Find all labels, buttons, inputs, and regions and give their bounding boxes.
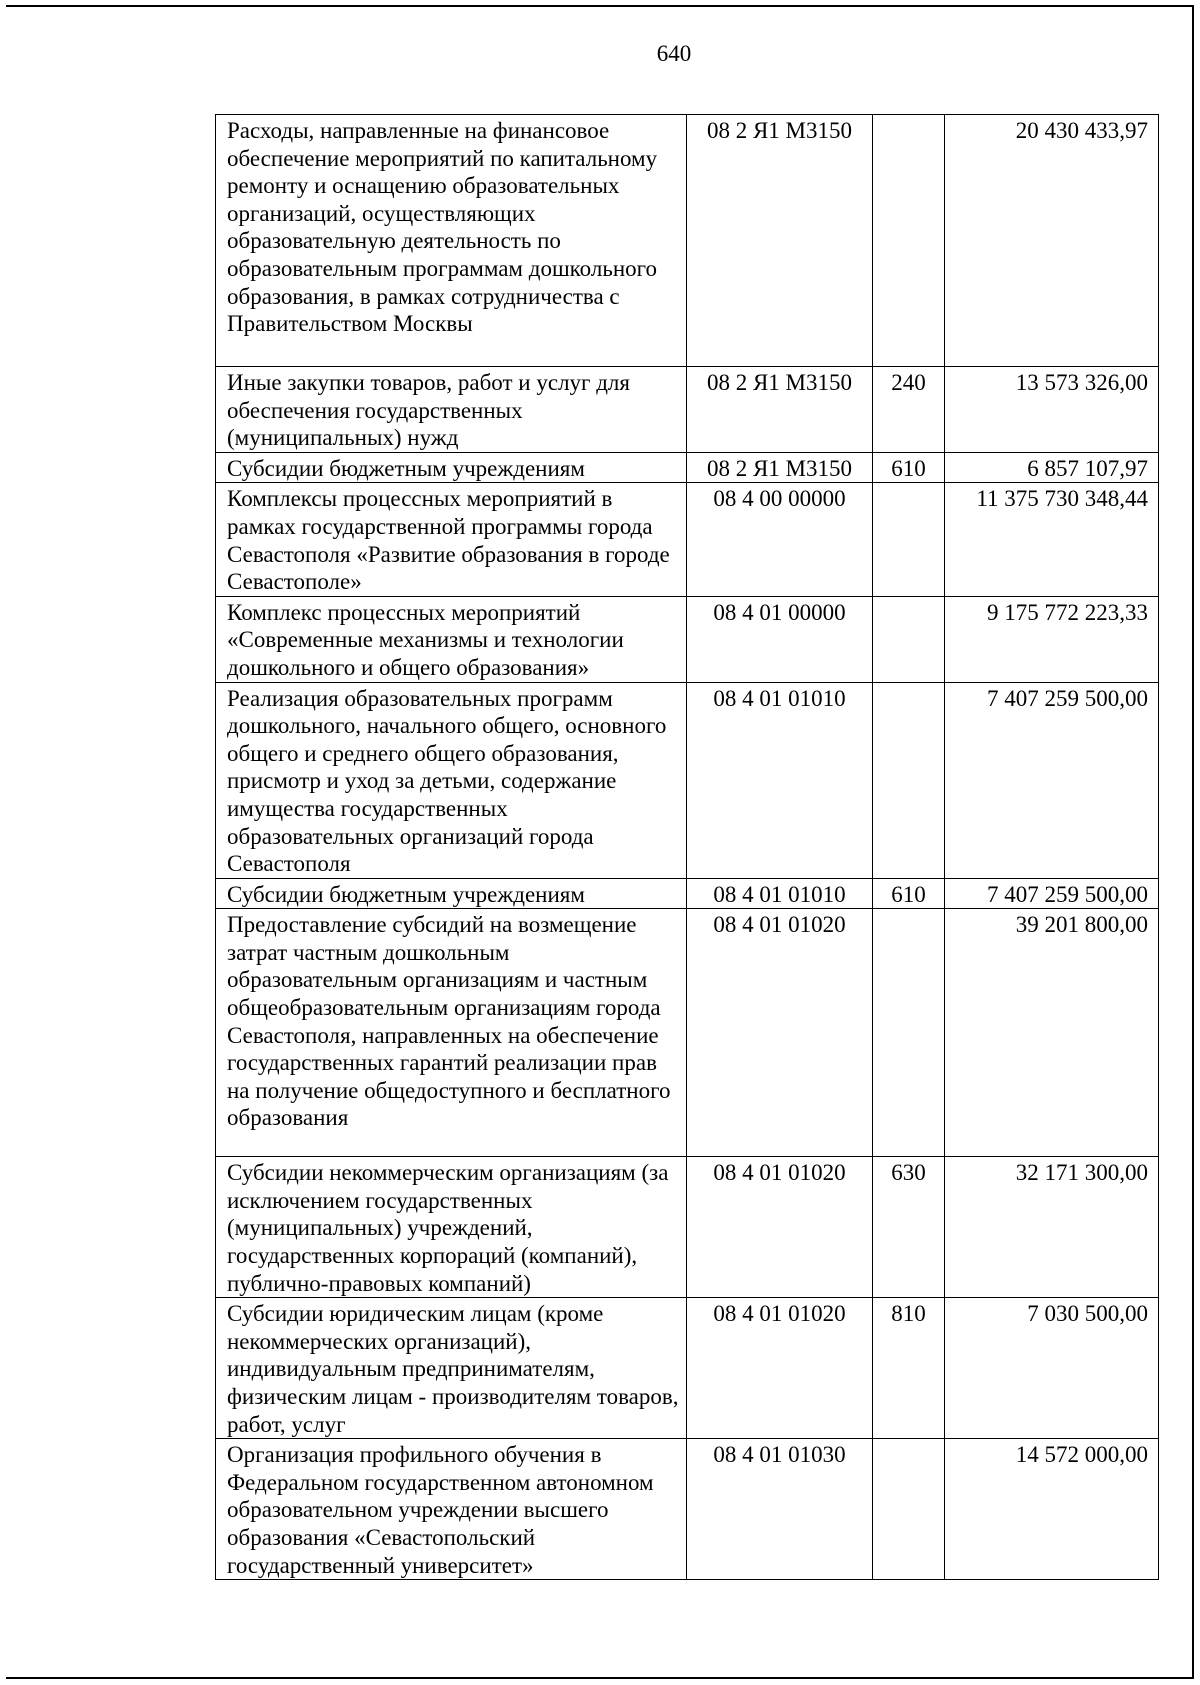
budget-table xyxy=(215,114,1159,1580)
row-type-cell: 810 xyxy=(873,1298,945,1439)
table-row xyxy=(216,596,1159,682)
row-code-cell: 08 2 Я1 М3150 xyxy=(687,452,873,483)
row-type-cell xyxy=(873,483,945,596)
row-code-cell: 08 4 01 00000 xyxy=(687,596,873,682)
row-code-cell: 08 4 01 01030 xyxy=(687,1439,873,1580)
row-code-cell: 08 4 01 01010 xyxy=(687,682,873,878)
table-row xyxy=(216,1439,1159,1580)
row-name-cell: Субсидии бюджетным учреждениям xyxy=(216,878,687,909)
row-amount-cell: 7 407 259 500,00 xyxy=(945,682,1159,878)
table-row xyxy=(216,367,1159,453)
table-row xyxy=(216,1298,1159,1439)
row-type-cell: 630 xyxy=(873,1157,945,1298)
row-name-cell: Предоставление субсидий на возмещение затрат частным дошкольным образовательным организациям и частным общеобразовательным организациям города Севастополя, направленных на обеспечение государственных гарантий реализации прав на получение общедоступного и бесплатного образования xyxy=(216,909,687,1157)
table-row xyxy=(216,682,1159,878)
table-row xyxy=(216,115,1159,367)
row-name-cell: Субсидии некоммерческим организациям (за исключением государственных (муниципальных) учреждений, государственных корпораций (компаний), публично-правовых компаний) xyxy=(216,1157,687,1298)
page-number: 640 xyxy=(656,41,692,66)
row-amount-cell: 6 857 107,97 xyxy=(945,452,1159,483)
row-code-cell: 08 4 00 00000 xyxy=(687,483,873,596)
row-amount-cell: 13 573 326,00 xyxy=(945,367,1159,453)
row-amount-cell: 14 572 000,00 xyxy=(945,1439,1159,1580)
row-amount-cell: 9 175 772 223,33 xyxy=(945,596,1159,682)
row-type-cell xyxy=(873,1439,945,1580)
row-type-cell: 610 xyxy=(873,452,945,483)
row-name-cell: Иные закупки товаров, работ и услуг для обеспечения государственных (муниципальных) нужд xyxy=(216,367,687,453)
row-type-cell: 240 xyxy=(873,367,945,453)
row-name-cell: Реализация образовательных программ дошкольного, начального общего, основного общего и среднего общего образования, присмотр и уход за детьми, содержание имущества государственных образовательных организаций города Севастополя xyxy=(216,682,687,878)
row-amount-cell: 39 201 800,00 xyxy=(945,909,1159,1157)
row-type-cell: 610 xyxy=(873,878,945,909)
row-type-cell xyxy=(873,682,945,878)
row-amount-cell: 7 030 500,00 xyxy=(945,1298,1159,1439)
row-code-cell: 08 4 01 01020 xyxy=(687,1157,873,1298)
table-row xyxy=(216,483,1159,596)
row-type-cell xyxy=(873,115,945,367)
row-amount-cell: 7 407 259 500,00 xyxy=(945,878,1159,909)
table-row xyxy=(216,878,1159,909)
row-code-cell: 08 2 Я1 М3150 xyxy=(687,367,873,453)
row-name-cell: Расходы, направленные на финансовое обеспечение мероприятий по капитальному ремонту и оснащению образовательных организаций, осуществляющих образовательную деятельность по образовательным программам дошкольного образования, в рамках сотрудничества с Правительством Москвы xyxy=(216,115,687,367)
row-code-cell: 08 4 01 01020 xyxy=(687,1298,873,1439)
table-row xyxy=(216,452,1159,483)
row-name-cell: Комплекс процессных мероприятий «Современные механизмы и технологии дошкольного и общего образования» xyxy=(216,596,687,682)
row-type-cell xyxy=(873,596,945,682)
row-code-cell: 08 4 01 01020 xyxy=(687,909,873,1157)
row-amount-cell: 20 430 433,97 xyxy=(945,115,1159,367)
row-code-cell: 08 2 Я1 М3150 xyxy=(687,115,873,367)
row-amount-cell: 11 375 730 348,44 xyxy=(945,483,1159,596)
table-row xyxy=(216,1157,1159,1298)
row-name-cell: Организация профильного обучения в Федеральном государственном автономном образовательном учреждении высшего образования «Севастопольский государственный университет» xyxy=(216,1439,687,1580)
row-name-cell: Субсидии бюджетным учреждениям xyxy=(216,452,687,483)
table-row xyxy=(216,909,1159,1157)
row-name-cell: Комплексы процессных мероприятий в рамках государственной программы города Севастополя «Развитие образования в городе Севастополе» xyxy=(216,483,687,596)
row-name-cell: Субсидии юридическим лицам (кроме некоммерческих организаций), индивидуальным предпринимателям, физическим лицам - производителям товаров, работ, услуг xyxy=(216,1298,687,1439)
row-type-cell xyxy=(873,909,945,1157)
row-code-cell: 08 4 01 01010 xyxy=(687,878,873,909)
row-amount-cell: 32 171 300,00 xyxy=(945,1157,1159,1298)
